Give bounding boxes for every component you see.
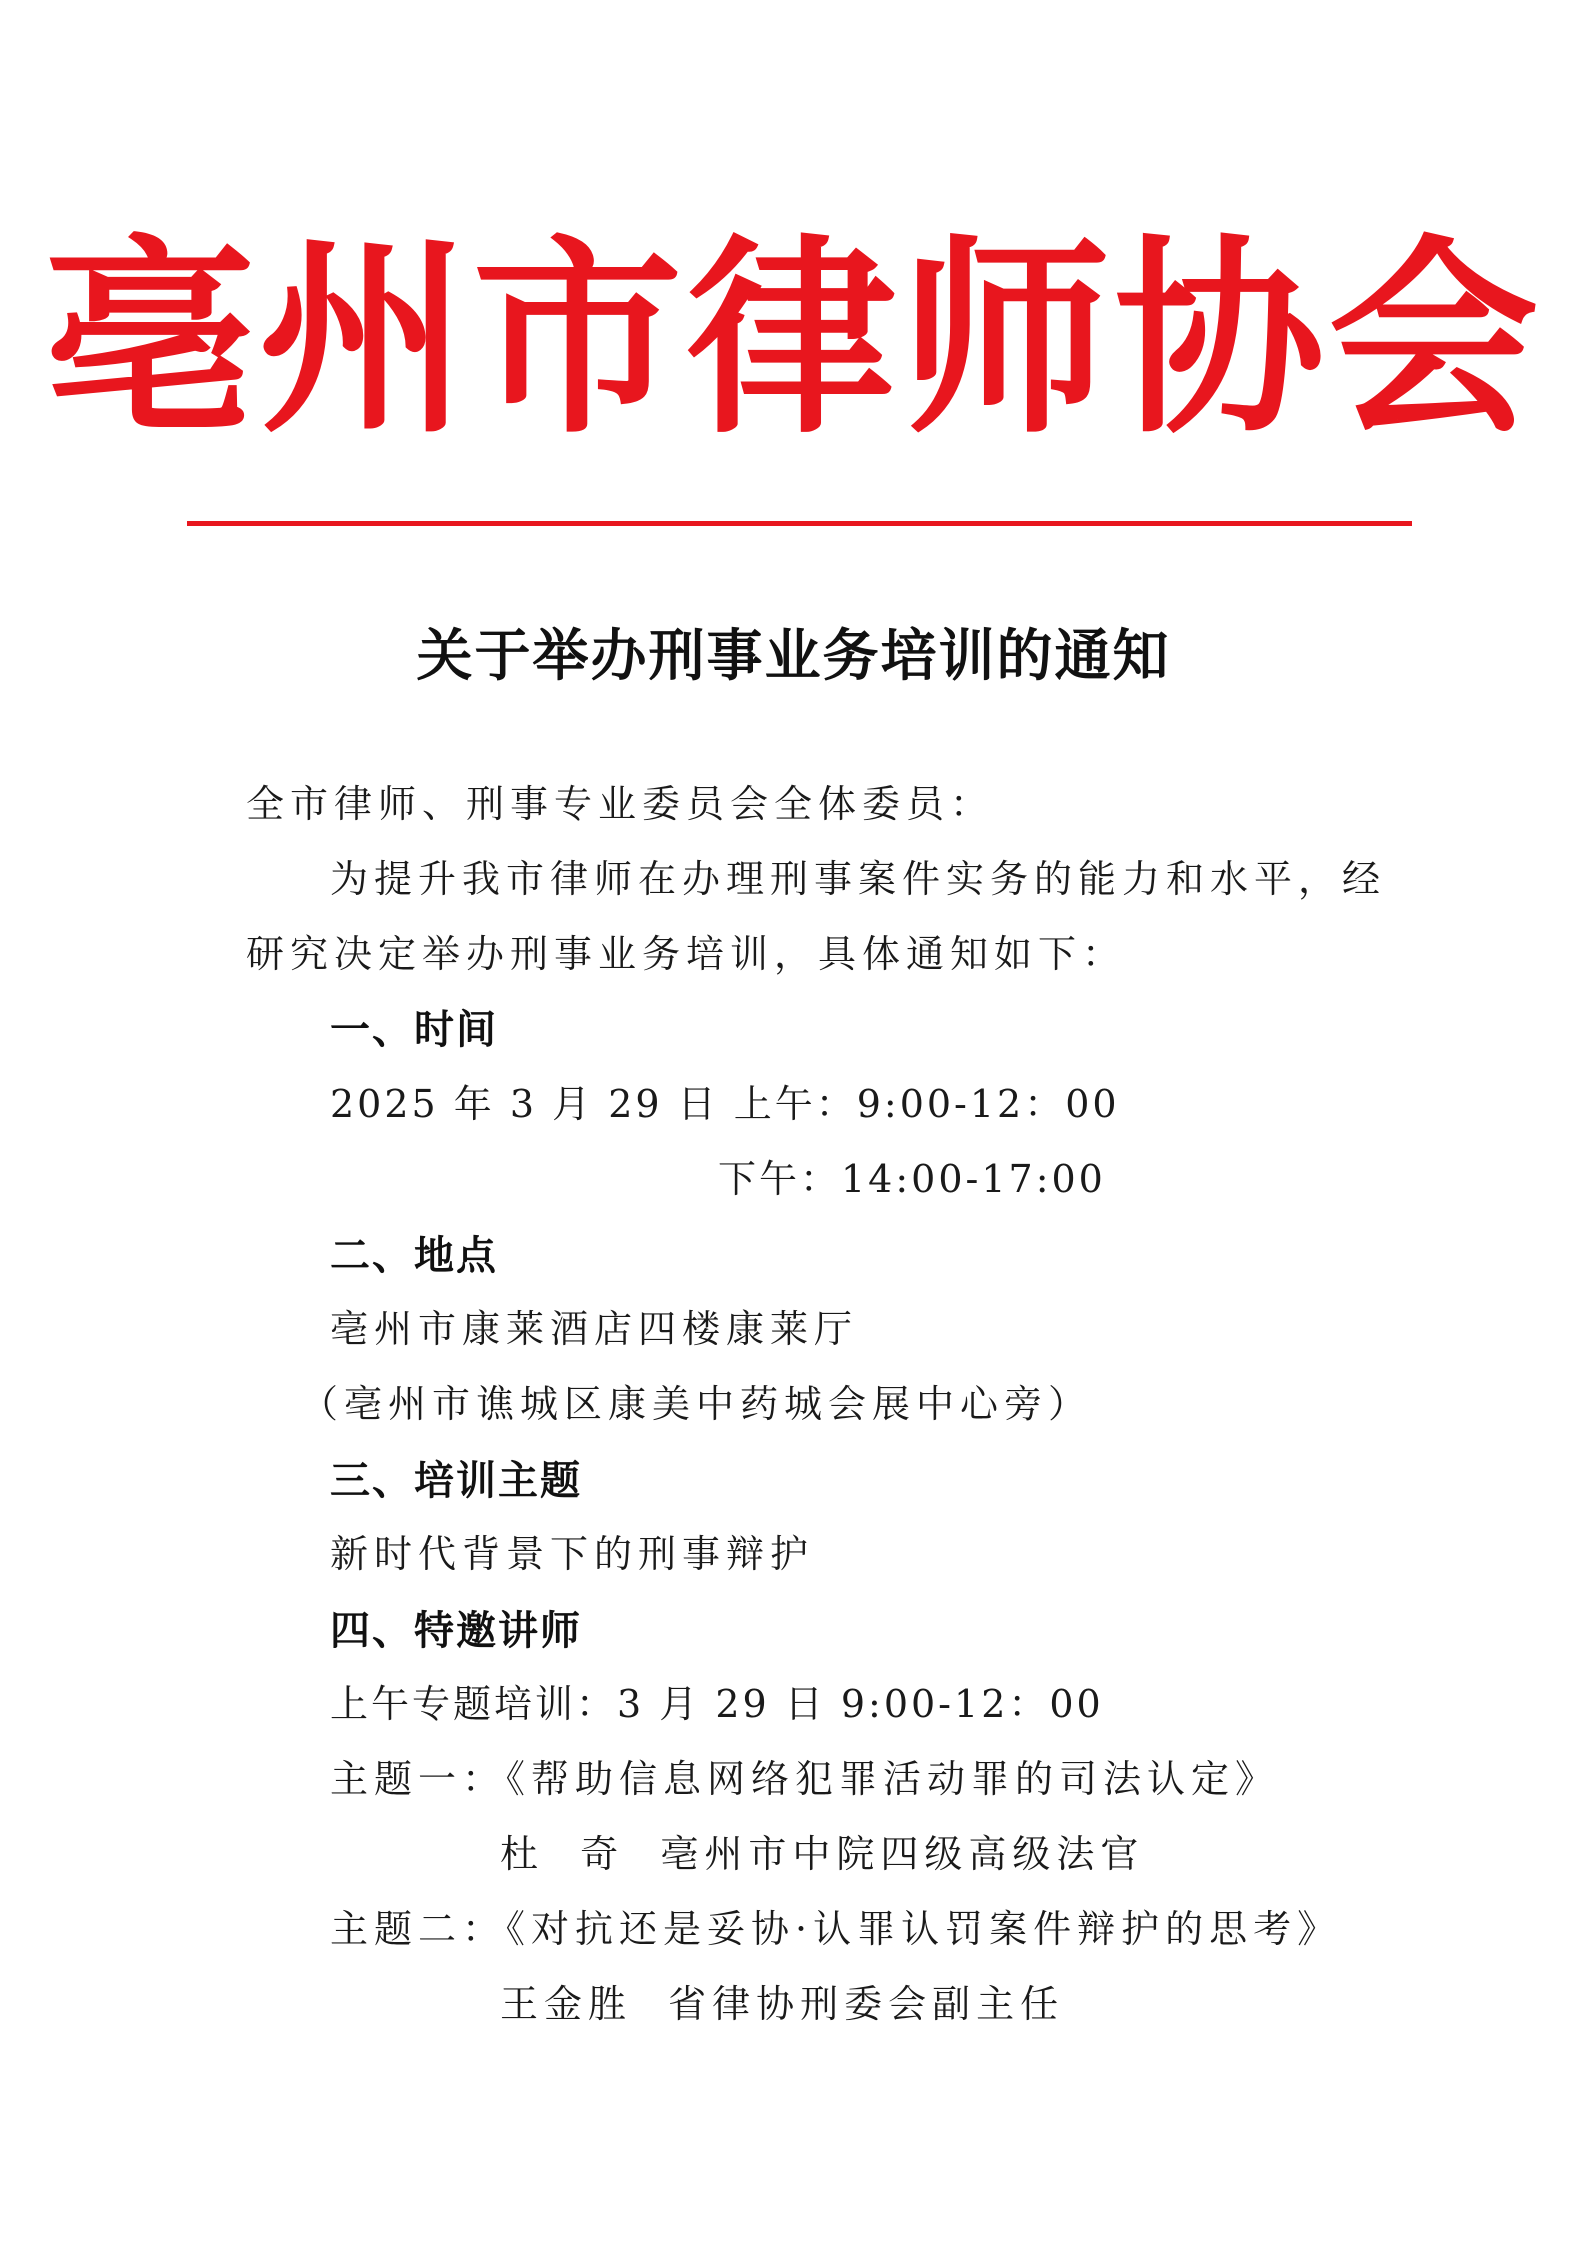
location-venue: 亳州市康莱酒店四楼康莱厅 (330, 1307, 859, 1351)
speakers-morning-session: 上午专题培训：3 月 29 日 9:00-12：00 (330, 1682, 1104, 1726)
topic-1: 主题一：《帮助信息网络犯罪活动罪的司法认定》 (330, 1757, 1280, 1801)
intro-line-2: 研究决定举办刑事业务培训，具体通知如下： (246, 932, 1127, 976)
time-afternoon: 下午：14:00-17:00 (718, 1157, 1106, 1201)
salutation: 全市律师、刑事专业委员会全体委员： (246, 782, 995, 826)
section-heading-theme: 三、培训主题 (330, 1458, 582, 1504)
theme-text: 新时代背景下的刑事辩护 (330, 1532, 815, 1576)
time-date-morning: 2025 年 3 月 29 日 上午：9:00-12：00 (330, 1082, 1120, 1126)
speaker-1: 杜 奇 亳州市中院四级高级法官 (500, 1832, 1145, 1876)
masthead (0, 215, 1587, 465)
topic-2: 主题二：《对抗还是妥协·认罪认罚案件辩护的思考》 (330, 1907, 1342, 1951)
section-heading-location: 二、地点 (330, 1233, 498, 1279)
masthead-red-rule (187, 521, 1412, 526)
speaker-2: 王金胜 省律协刑委会副主任 (500, 1982, 1065, 2026)
section-heading-speakers: 四、特邀讲师 (330, 1608, 582, 1654)
intro-line-1: 为提升我市律师在办理刑事案件实务的能力和水平，经 (330, 857, 1387, 901)
section-heading-time: 一、时间 (330, 1007, 498, 1053)
masthead-org-name: 亳州市律师协会 (44, 217, 1543, 462)
document-title: 关于举办刑事业务培训的通知 (416, 623, 1171, 689)
location-note: （亳州市谯城区康美中药城会展中心旁） (300, 1382, 1093, 1426)
